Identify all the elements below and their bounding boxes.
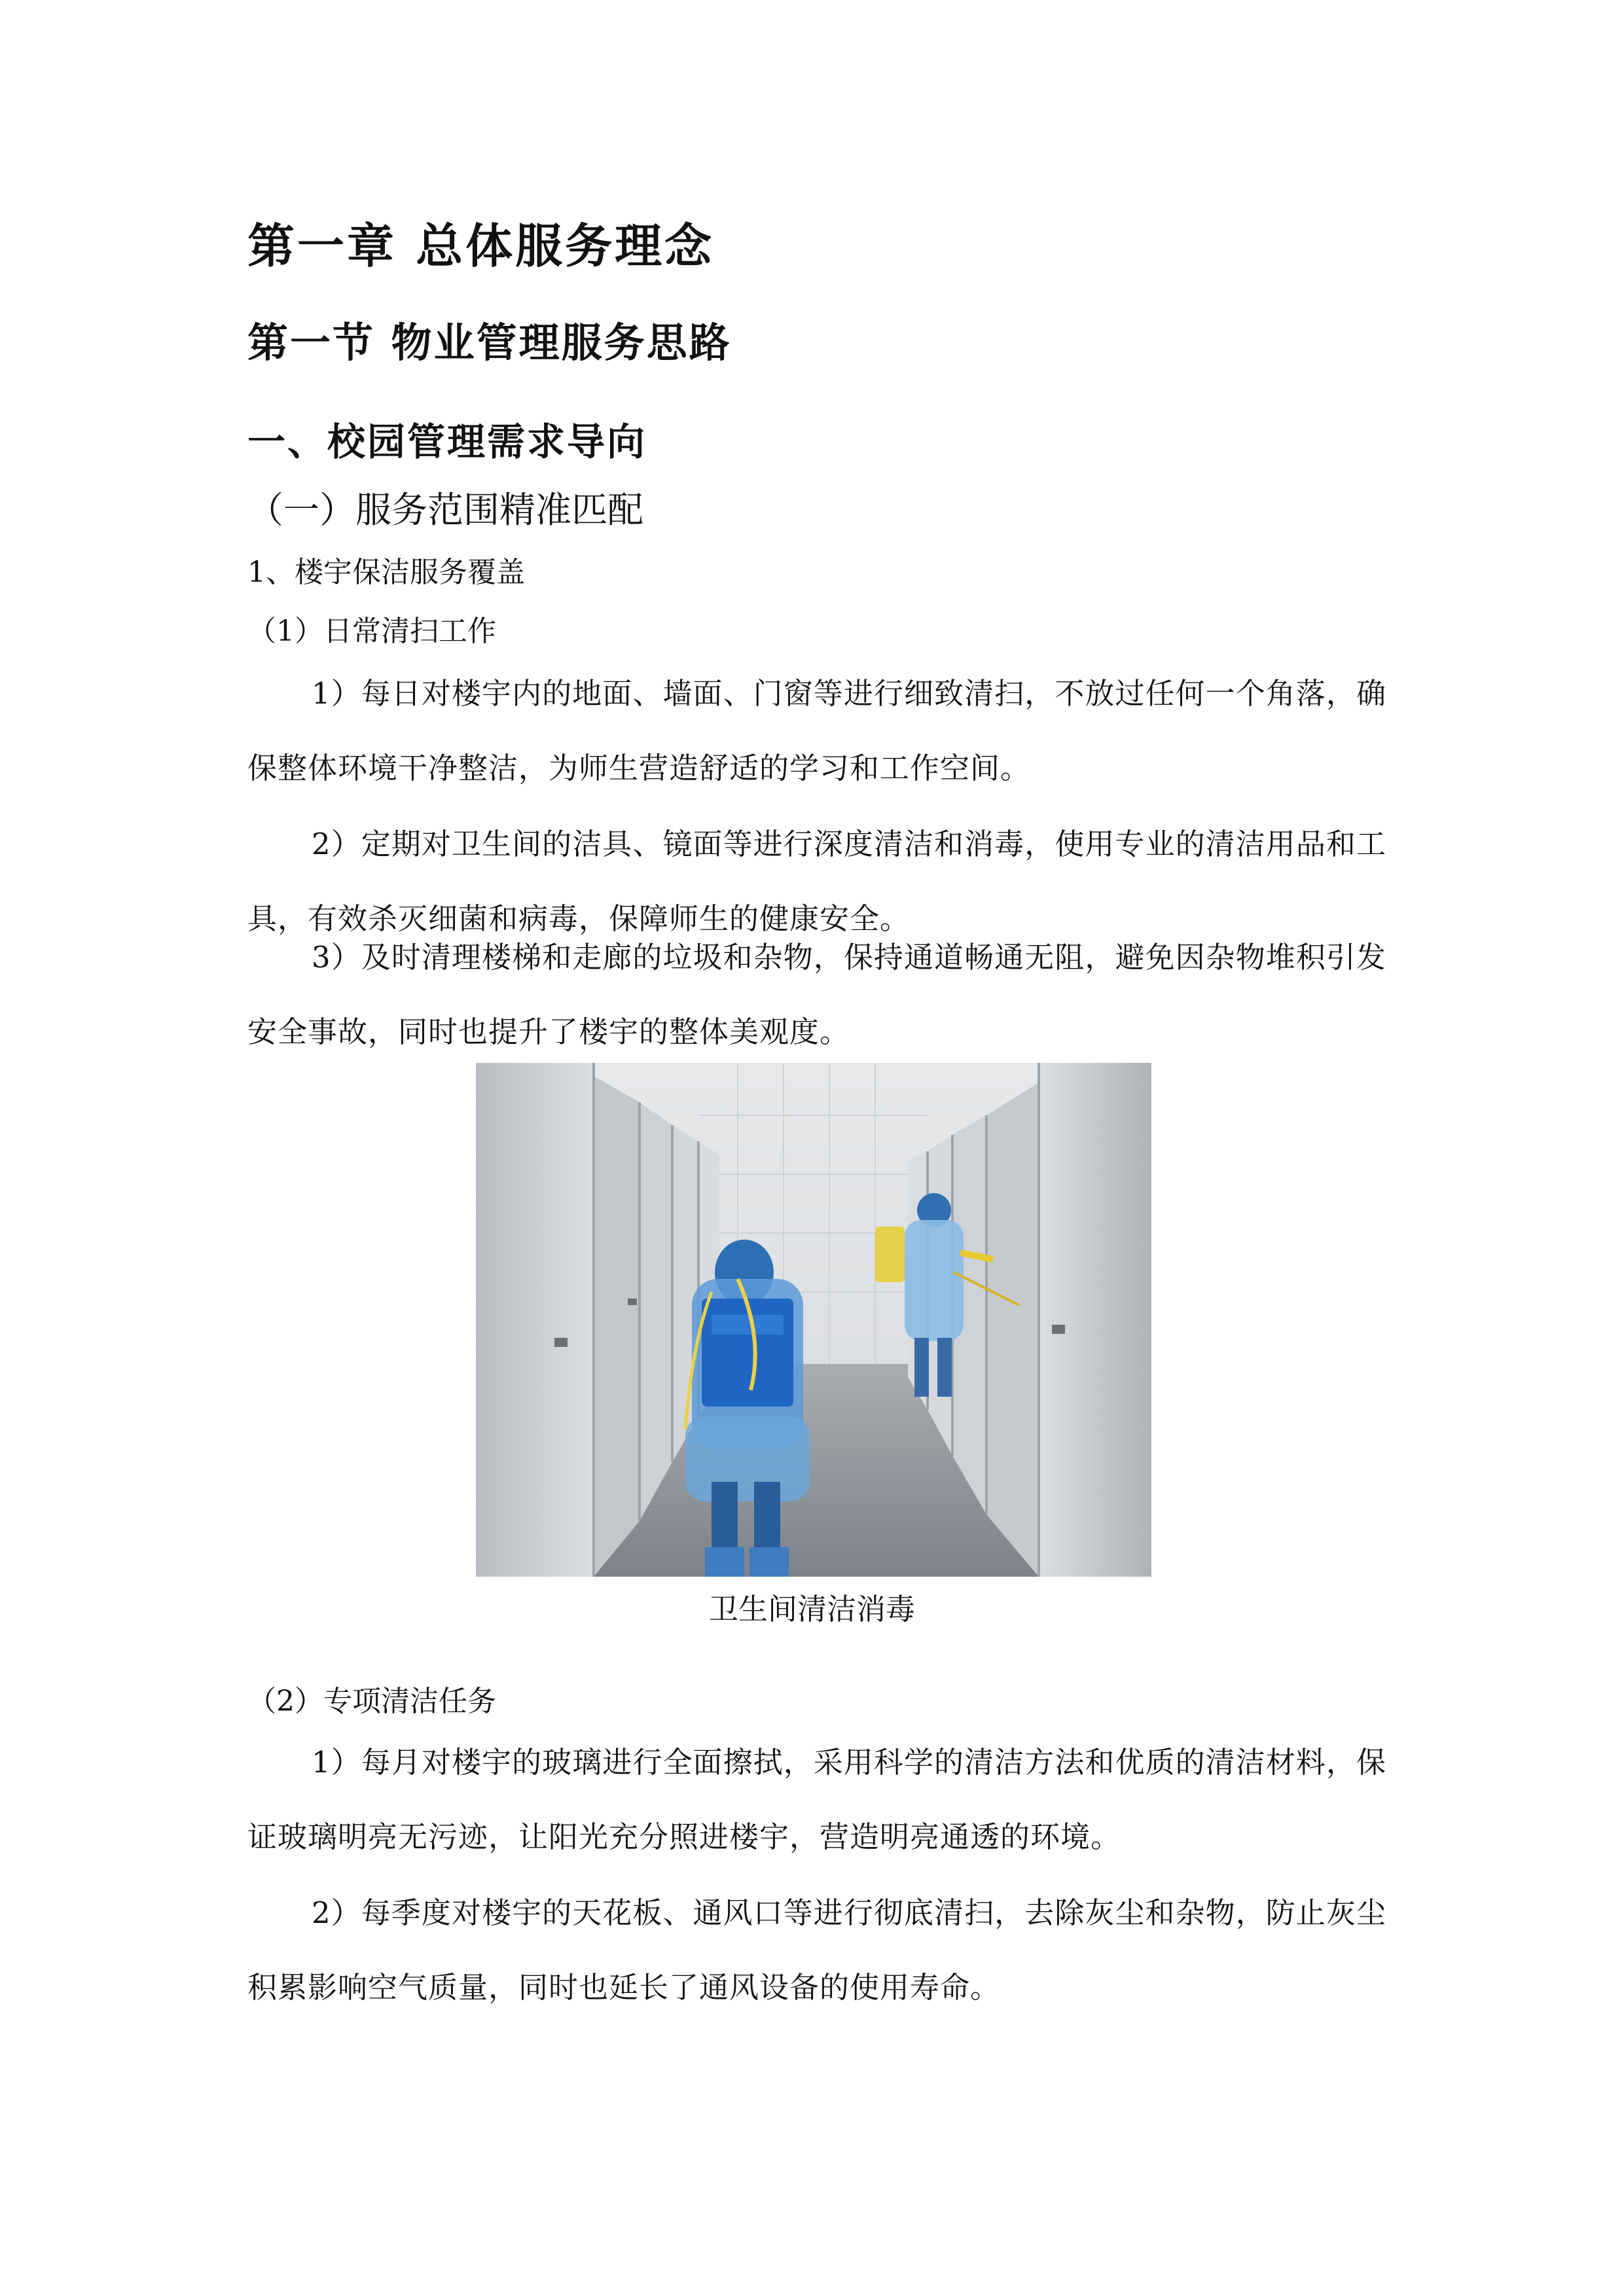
restroom-disinfection-photo [476, 1063, 1151, 1577]
subsubsection-title: （一）服务范围精准匹配 [247, 489, 644, 531]
daily-paragraph-1: 1）每日对楼宇内的地面、墙面、门窗等进行细致清扫，不放过任何一个角落，确保整体环境干净整洁，为师生营造舒适的学习和工作空间。 [247, 676, 1386, 785]
daily-paragraph-3: 3）及时清理楼梯和走廊的垃圾和杂物，保持通道畅通无阻，避免因杂物堆积引发安全事故，同时也提升了楼宇的整体美观度。 [247, 940, 1386, 1049]
item-title: 1、楼宇保洁服务覆盖 [247, 556, 525, 589]
chapter-title: 第一章 总体服务理念 [247, 219, 715, 274]
daily-cleaning-heading: （1）日常清扫工作 [247, 615, 496, 648]
daily-paragraph-2: 2）定期对卫生间的洁具、镜面等进行深度清洁和消毒，使用专业的清洁用品和工具，有效杀灭细菌和病毒，保障师生的健康安全。 [247, 827, 1386, 936]
special-paragraph-1: 1）每月对楼宇的玻璃进行全面擦拭，采用科学的清洁方法和优质的清洁材料，保证玻璃明亮无污迹，让阳光充分照进楼宇，营造明亮通透的环境。 [247, 1745, 1386, 1854]
special-paragraph-2: 2）每季度对楼宇的天花板、通风口等进行彻底清扫，去除灰尘和杂物，防止灰尘积累影响空气质量，同时也延长了通风设备的使用寿命。 [247, 1895, 1386, 2005]
special-cleaning-heading: （2）专项清洁任务 [247, 1685, 496, 1718]
figure-caption: 卫生间清洁消毒 [708, 1592, 915, 1626]
section-title: 第一节 物业管理服务思路 [247, 319, 732, 367]
subsection-title: 一、校园管理需求导向 [247, 420, 647, 464]
